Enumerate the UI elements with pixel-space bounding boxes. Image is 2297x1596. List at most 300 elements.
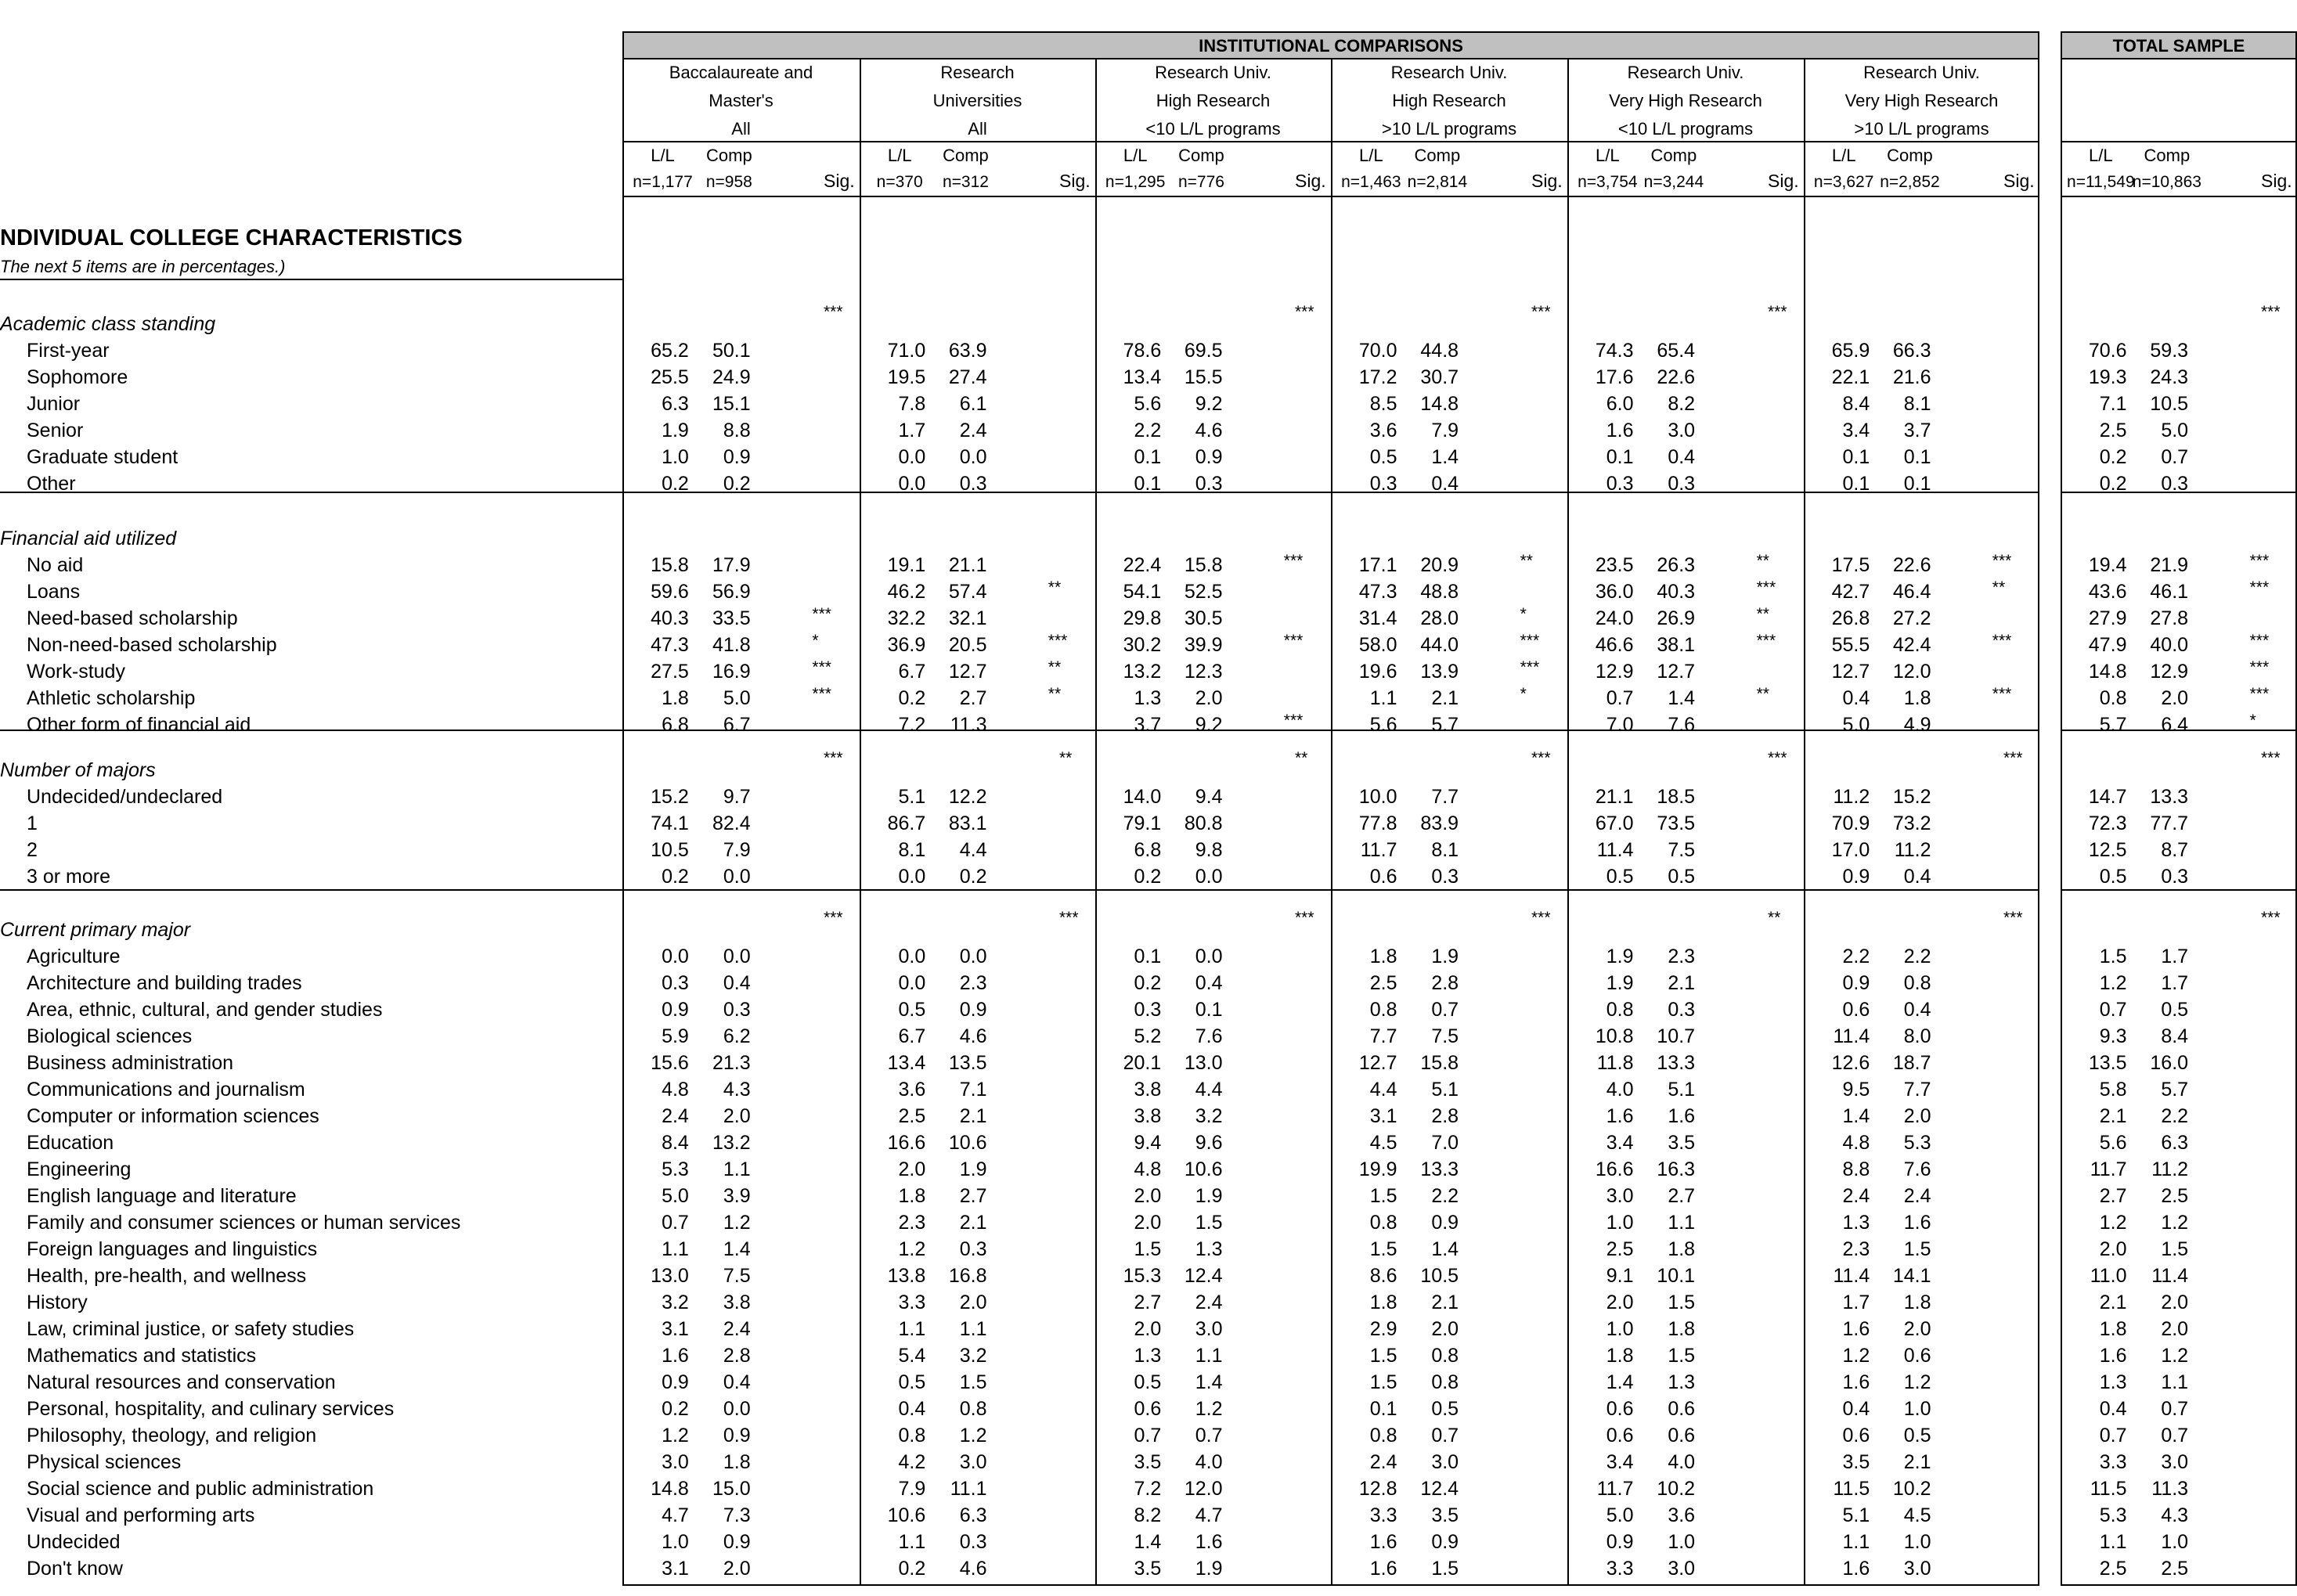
ll-value: 0.5 — [898, 1371, 926, 1393]
comp-value: 10.2 — [1892, 1478, 1931, 1500]
ll-sample-size: n=3,754 — [1578, 173, 1638, 191]
comp-value: 2.5 — [2161, 1185, 2189, 1207]
ll-value: 11.4 — [1833, 1265, 1870, 1287]
comp-value: 0.3 — [959, 1531, 987, 1553]
column-divider — [1804, 59, 1805, 1584]
group-header-rule — [1331, 141, 1567, 142]
ll-value: 46.2 — [887, 581, 926, 603]
ll-value: 0.0 — [898, 473, 926, 495]
column-divider — [1095, 59, 1097, 1584]
ll-value: 70.9 — [1831, 812, 1870, 834]
block-title: Financial aid utilized — [0, 528, 177, 549]
row-label: 2 — [27, 839, 38, 861]
header-bottom-rule — [860, 196, 1095, 197]
comp-value: 32.1 — [948, 607, 987, 629]
ll-value: 0.3 — [1606, 473, 1634, 495]
ll-value: 2.4 — [1369, 1451, 1397, 1473]
comp-value: 22.6 — [1892, 554, 1931, 576]
ll-value: 1.9 — [1606, 946, 1634, 967]
ll-value: 9.4 — [1134, 1132, 1162, 1154]
comp-value: 39.9 — [1184, 634, 1223, 656]
column-divider — [1331, 59, 1332, 1584]
ll-value: 1.9 — [1606, 972, 1634, 994]
ll-value: 77.8 — [1358, 812, 1397, 834]
ll-value: 7.8 — [898, 393, 926, 415]
ll-value: 29.8 — [1123, 607, 1162, 629]
comp-value: 2.3 — [1668, 946, 1696, 967]
comp-value: 2.0 — [2161, 1318, 2189, 1340]
comp-value: 2.2 — [1431, 1185, 1459, 1207]
ll-value: 3.3 — [898, 1292, 926, 1313]
ll-value: 0.6 — [1369, 866, 1397, 888]
ll-value: 2.0 — [2099, 1238, 2127, 1260]
ll-value: 0.0 — [898, 446, 926, 468]
comp-value: 40.0 — [2150, 634, 2189, 656]
ll-value: 86.7 — [887, 812, 926, 834]
comp-value: 0.4 — [1431, 473, 1459, 495]
comp-value: 3.7 — [1903, 420, 1931, 441]
comp-value: 48.8 — [1420, 581, 1459, 603]
ll-value: 6.8 — [662, 714, 689, 736]
group-header-line: High Research — [1392, 91, 1506, 110]
header-bottom-rule — [1331, 196, 1567, 197]
significance-marker: *** — [1992, 632, 2012, 650]
row-label: Other form of financial aid — [27, 714, 251, 736]
comp-value: 0.9 — [723, 446, 751, 468]
comp-value: 5.1 — [1431, 1079, 1459, 1101]
comp-value: 66.3 — [1892, 340, 1931, 362]
comp-value: 4.5 — [1903, 1504, 1931, 1526]
row-label: Graduate student — [27, 446, 178, 468]
ll-value: 0.1 — [1369, 1398, 1397, 1420]
ll-value: 1.8 — [1606, 1345, 1634, 1367]
comp-value: 1.6 — [1195, 1531, 1223, 1553]
comp-value: 33.5 — [712, 607, 751, 629]
comp-value: 1.1 — [2161, 1371, 2189, 1393]
comp-value: 7.6 — [1903, 1158, 1931, 1180]
ll-value: 23.5 — [1595, 554, 1634, 576]
ll-value: 7.2 — [898, 714, 926, 736]
comp-value: 15.5 — [1184, 366, 1223, 388]
comp-value: 21.6 — [1892, 366, 1931, 388]
ll-value: 11.8 — [1596, 1052, 1634, 1074]
ll-value: 0.7 — [1134, 1425, 1162, 1446]
comp-value: 26.3 — [1657, 554, 1696, 576]
ll-value: 3.4 — [1606, 1451, 1634, 1473]
ll-value: 0.0 — [898, 972, 926, 994]
ll-value: 0.2 — [662, 473, 689, 495]
comp-value: 0.4 — [1903, 999, 1931, 1021]
comp-value: 0.7 — [2161, 1425, 2189, 1446]
comp-value: 2.1 — [1431, 687, 1459, 709]
comp-value: 2.1 — [959, 1212, 987, 1234]
ll-value: 1.6 — [1606, 1105, 1634, 1127]
ll-value: 2.0 — [898, 1158, 926, 1180]
ll-value: 19.3 — [2088, 366, 2127, 388]
ll-value: 14.0 — [1123, 786, 1162, 808]
comp-value: 13.3 — [2150, 786, 2189, 808]
ll-value: 58.0 — [1358, 634, 1397, 656]
comp-value: 0.7 — [1431, 1425, 1459, 1446]
row-label: Non-need-based scholarship — [27, 634, 277, 656]
ll-value: 0.5 — [2099, 866, 2127, 888]
comp-value: 24.3 — [2150, 366, 2189, 388]
comp-value: 6.7 — [723, 714, 751, 736]
comp-sample-size: n=3,244 — [1643, 173, 1704, 191]
comp-sample-size: n=312 — [942, 173, 989, 191]
ll-value: 8.4 — [1842, 393, 1870, 415]
group-header-line: All — [968, 119, 987, 139]
comp-sample-size: n=776 — [1177, 173, 1224, 191]
comp-value: 11.4 — [2151, 1265, 2189, 1287]
block-significance: *** — [1295, 303, 1314, 321]
group-header-rule — [1095, 141, 1331, 142]
ll-value: 1.6 — [1369, 1531, 1397, 1553]
comp-value: 1.5 — [1195, 1212, 1223, 1234]
row-label: Need-based scholarship — [27, 607, 238, 629]
ll-value: 0.3 — [1134, 999, 1162, 1021]
ll-value: 1.5 — [1369, 1345, 1397, 1367]
ll-value: 11.4 — [1596, 839, 1634, 861]
comp-value: 0.3 — [1195, 473, 1223, 495]
ll-value: 1.3 — [1134, 687, 1162, 709]
comp-value: 9.4 — [1195, 786, 1223, 808]
ll-value: 47.3 — [1358, 581, 1397, 603]
significance-marker: *** — [1283, 552, 1304, 570]
comp-value: 2.2 — [1903, 946, 1931, 967]
group-header-line: Very High Research — [1609, 91, 1762, 110]
comp-value: 1.6 — [1903, 1212, 1931, 1234]
ll-value: 71.0 — [887, 340, 926, 362]
row-label: Junior — [27, 393, 81, 415]
row-label: Business administration — [27, 1052, 234, 1074]
comp-value: 16.3 — [1657, 1158, 1696, 1180]
ll-value: 1.4 — [1134, 1531, 1162, 1553]
comp-value: 1.2 — [959, 1425, 987, 1446]
comp-value: 4.6 — [959, 1025, 987, 1047]
ll-column-label: L/L — [1596, 146, 1620, 165]
ll-value: 15.3 — [1123, 1265, 1162, 1287]
ll-value: 3.5 — [1134, 1558, 1162, 1580]
comp-value: 6.3 — [959, 1504, 987, 1526]
comp-value: 2.1 — [1431, 1292, 1459, 1313]
comp-value: 0.4 — [1903, 866, 1931, 888]
comp-value: 1.9 — [1195, 1185, 1223, 1207]
comp-value: 8.1 — [1903, 393, 1931, 415]
comp-value: 4.4 — [959, 839, 987, 861]
comp-value: 1.6 — [1668, 1105, 1696, 1127]
comp-value: 24.9 — [712, 366, 751, 388]
header-bottom-rule — [1095, 196, 1331, 197]
ll-value: 78.6 — [1123, 340, 1162, 362]
total-sample-banner-label: TOTAL SAMPLE — [2112, 36, 2245, 56]
group-header-rule — [622, 141, 860, 142]
comp-sample-size: n=958 — [705, 173, 752, 191]
ll-value: 1.4 — [1606, 1371, 1634, 1393]
comp-value: 2.0 — [1195, 687, 1223, 709]
row-label: Health, pre-health, and wellness — [27, 1265, 307, 1287]
ll-value: 2.0 — [1134, 1185, 1162, 1207]
ll-value: 4.8 — [1842, 1132, 1870, 1154]
comp-column-label: Comp — [1178, 146, 1224, 165]
significance-marker: ** — [1756, 552, 1769, 570]
ll-value: 16.6 — [887, 1132, 926, 1154]
ll-value: 8.5 — [1369, 393, 1397, 415]
comp-value: 2.4 — [959, 420, 987, 441]
block-significance: ** — [1295, 749, 1308, 767]
ll-value: 11.5 — [2090, 1478, 2127, 1500]
block-significance: *** — [2003, 749, 2023, 767]
comp-value: 10.1 — [1657, 1265, 1696, 1287]
block-rule — [0, 730, 2039, 731]
ll-value: 2.5 — [2099, 420, 2127, 441]
ll-value: 0.1 — [1606, 446, 1634, 468]
ll-value: 1.6 — [662, 1345, 689, 1367]
comp-value: 2.7 — [1668, 1185, 1696, 1207]
row-label: Work-study — [27, 661, 125, 683]
ll-value: 1.2 — [898, 1238, 926, 1260]
header-bottom-rule — [1804, 196, 2039, 197]
ll-value: 0.1 — [1842, 473, 1870, 495]
ll-value: 0.2 — [898, 687, 926, 709]
ll-value: 3.2 — [662, 1292, 689, 1313]
comp-value: 7.6 — [1668, 714, 1696, 736]
comp-value: 8.4 — [2161, 1025, 2189, 1047]
ll-value: 7.7 — [1369, 1025, 1397, 1047]
ll-value: 1.5 — [2099, 946, 2127, 967]
ll-value: 5.2 — [1134, 1025, 1162, 1047]
comp-sample-size: n=10,863 — [2132, 173, 2201, 191]
ll-value: 13.2 — [1123, 661, 1162, 683]
significance-marker: ** — [1756, 685, 1769, 703]
ll-value: 0.3 — [1369, 473, 1397, 495]
ll-value: 1.6 — [1842, 1318, 1870, 1340]
comp-value: 1.0 — [1903, 1398, 1931, 1420]
significance-marker: * — [1520, 685, 1527, 703]
comp-value: 0.0 — [959, 446, 987, 468]
ll-value: 1.0 — [662, 446, 689, 468]
comp-value: 0.5 — [1668, 866, 1696, 888]
ll-value: 0.4 — [1842, 1398, 1870, 1420]
block-rule — [0, 492, 2039, 493]
comp-value: 7.5 — [723, 1265, 751, 1287]
ll-value: 1.1 — [662, 1238, 689, 1260]
row-label: Law, criminal justice, or safety studies — [27, 1318, 355, 1340]
significance-marker: *** — [2249, 552, 2270, 570]
ll-value: 5.1 — [898, 786, 926, 808]
ll-value: 3.1 — [662, 1318, 689, 1340]
row-label: Communications and journalism — [27, 1079, 305, 1101]
ll-value: 4.8 — [662, 1079, 689, 1101]
ll-value: 15.6 — [651, 1052, 689, 1074]
significance-marker: ** — [1048, 658, 1062, 676]
ll-value: 54.1 — [1123, 581, 1162, 603]
comp-value: 6.1 — [959, 393, 987, 415]
ll-value: 74.1 — [651, 812, 689, 834]
comp-value: 9.2 — [1195, 393, 1223, 415]
comp-value: 0.1 — [1195, 999, 1223, 1021]
ll-value: 1.2 — [2099, 972, 2127, 994]
comp-value: 7.5 — [1668, 839, 1696, 861]
ll-value: 11.4 — [1833, 1025, 1870, 1047]
group-header-line: Research Univ. — [1863, 63, 1980, 82]
row-label: Family and consumer sciences or human services — [27, 1212, 461, 1234]
row-label: Social science and public administration — [27, 1478, 374, 1500]
block-title: Number of majors — [0, 759, 156, 781]
comp-value: 1.8 — [723, 1451, 751, 1473]
comp-value: 6.2 — [723, 1025, 751, 1047]
ll-value: 0.6 — [1842, 1425, 1870, 1446]
comp-value: 0.0 — [1195, 866, 1223, 888]
comp-value: 0.9 — [1195, 446, 1223, 468]
comp-value: 0.3 — [2161, 866, 2189, 888]
significance-marker: *** — [2249, 632, 2270, 650]
ll-value: 0.2 — [2099, 446, 2127, 468]
comp-value: 2.0 — [723, 1105, 751, 1127]
ll-value: 5.9 — [662, 1025, 689, 1047]
ll-value: 0.8 — [2099, 687, 2127, 709]
ll-value: 0.0 — [898, 946, 926, 967]
row-label: Visual and performing arts — [27, 1504, 255, 1526]
ll-value: 1.6 — [1369, 1558, 1397, 1580]
ll-value: 4.4 — [1369, 1079, 1397, 1101]
comp-value: 0.0 — [723, 946, 751, 967]
ll-value: 0.2 — [662, 866, 689, 888]
comp-value: 2.4 — [723, 1318, 751, 1340]
ll-value: 2.5 — [898, 1105, 926, 1127]
ll-value: 1.6 — [1842, 1558, 1870, 1580]
ll-value: 1.2 — [2099, 1212, 2127, 1234]
ll-value: 0.5 — [1134, 1371, 1162, 1393]
ll-value: 0.9 — [662, 1371, 689, 1393]
comp-value: 3.9 — [723, 1185, 751, 1207]
ll-value: 13.0 — [651, 1265, 689, 1287]
row-label: Education — [27, 1132, 114, 1154]
ll-sample-size: n=1,463 — [1341, 173, 1401, 191]
ll-value: 1.2 — [662, 1425, 689, 1446]
comp-value: 3.8 — [723, 1292, 751, 1313]
comp-value: 21.3 — [712, 1052, 751, 1074]
ll-value: 0.9 — [1842, 972, 1870, 994]
ll-value: 0.9 — [1842, 866, 1870, 888]
comp-value: 12.4 — [1420, 1478, 1459, 1500]
comp-value: 3.5 — [1668, 1132, 1696, 1154]
ll-value: 0.7 — [1606, 687, 1634, 709]
row-label: Physical sciences — [27, 1451, 182, 1473]
ll-value: 3.3 — [2099, 1451, 2127, 1473]
comp-value: 2.0 — [1903, 1105, 1931, 1127]
comp-value: 1.1 — [1668, 1212, 1696, 1234]
ll-value: 0.1 — [1134, 446, 1162, 468]
ll-value: 1.1 — [898, 1318, 926, 1340]
significance-marker: * — [1520, 605, 1527, 623]
comp-value: 17.9 — [712, 554, 751, 576]
ll-value: 1.1 — [2099, 1531, 2127, 1553]
ll-value: 1.1 — [1369, 687, 1397, 709]
ll-value: 0.6 — [1842, 999, 1870, 1021]
ll-value: 5.0 — [1606, 1504, 1634, 1526]
row-label: Agriculture — [27, 946, 121, 967]
comp-value: 0.7 — [1195, 1425, 1223, 1446]
comp-value: 4.4 — [1195, 1079, 1223, 1101]
comp-value: 38.1 — [1657, 634, 1696, 656]
ll-value: 1.0 — [1606, 1318, 1634, 1340]
ll-value: 47.3 — [651, 634, 689, 656]
comp-value: 0.3 — [2161, 473, 2189, 495]
header-bottom-rule — [1567, 196, 1804, 197]
comp-value: 18.7 — [1892, 1052, 1931, 1074]
comp-value: 2.0 — [1903, 1318, 1931, 1340]
row-label: First-year — [27, 340, 110, 362]
ll-value: 11.7 — [2090, 1158, 2127, 1180]
ll-value: 2.3 — [1842, 1238, 1870, 1260]
ll-value: 2.0 — [1134, 1318, 1162, 1340]
ll-value: 1.8 — [1369, 946, 1397, 967]
ll-value: 0.8 — [1606, 999, 1634, 1021]
comp-value: 12.9 — [2150, 661, 2189, 683]
ll-value: 1.6 — [1842, 1371, 1870, 1393]
comp-value: 44.8 — [1420, 340, 1459, 362]
comp-value: 5.0 — [723, 687, 751, 709]
ll-value: 2.0 — [1134, 1212, 1162, 1234]
ll-value: 7.1 — [2099, 393, 2127, 415]
ll-value: 10.6 — [887, 1504, 926, 1526]
group-header-rule — [1567, 141, 1804, 142]
comp-value: 12.0 — [1184, 1478, 1223, 1500]
ll-value: 6.7 — [898, 661, 926, 683]
comp-value: 52.5 — [1184, 581, 1223, 603]
ll-value: 10.8 — [1595, 1025, 1634, 1047]
row-label: Undecided/undeclared — [27, 786, 223, 808]
ll-value: 65.2 — [651, 340, 689, 362]
ll-value: 5.3 — [2099, 1504, 2127, 1526]
block-title: Current primary major — [0, 919, 191, 941]
comp-value: 3.0 — [1903, 1558, 1931, 1580]
comp-value: 0.5 — [1903, 1425, 1931, 1446]
comp-value: 57.4 — [948, 581, 987, 603]
ll-value: 79.1 — [1123, 812, 1162, 834]
comp-value: 1.2 — [723, 1212, 751, 1234]
ll-value: 2.3 — [898, 1212, 926, 1234]
column-divider — [1567, 59, 1569, 1584]
ll-value: 19.1 — [887, 554, 926, 576]
comp-value: 7.9 — [723, 839, 751, 861]
significance-marker: ** — [1048, 685, 1062, 703]
ll-value: 0.8 — [1369, 1425, 1397, 1446]
ll-value: 0.6 — [1606, 1398, 1634, 1420]
ll-value: 0.8 — [1369, 1212, 1397, 1234]
comp-value: 1.8 — [1903, 1292, 1931, 1313]
comp-value: 3.5 — [1431, 1504, 1459, 1526]
ll-value: 74.3 — [1595, 340, 1634, 362]
comp-value: 21.1 — [948, 554, 987, 576]
header-bottom-rule — [2061, 196, 2297, 197]
comp-value: 7.5 — [1431, 1025, 1459, 1047]
comp-value: 13.3 — [1420, 1158, 1459, 1180]
comp-value: 0.8 — [959, 1398, 987, 1420]
ll-value: 8.6 — [1369, 1265, 1397, 1287]
ll-value: 65.9 — [1831, 340, 1870, 362]
ll-value: 0.7 — [662, 1212, 689, 1234]
ll-value: 70.6 — [2088, 340, 2127, 362]
comp-sample-size: n=2,852 — [1880, 173, 1940, 191]
ll-value: 0.1 — [1842, 446, 1870, 468]
comp-value: 0.3 — [959, 473, 987, 495]
row-label: History — [27, 1292, 88, 1313]
ll-value: 0.4 — [1842, 687, 1870, 709]
comp-value: 2.1 — [1668, 972, 1696, 994]
ll-value: 1.8 — [2099, 1318, 2127, 1340]
